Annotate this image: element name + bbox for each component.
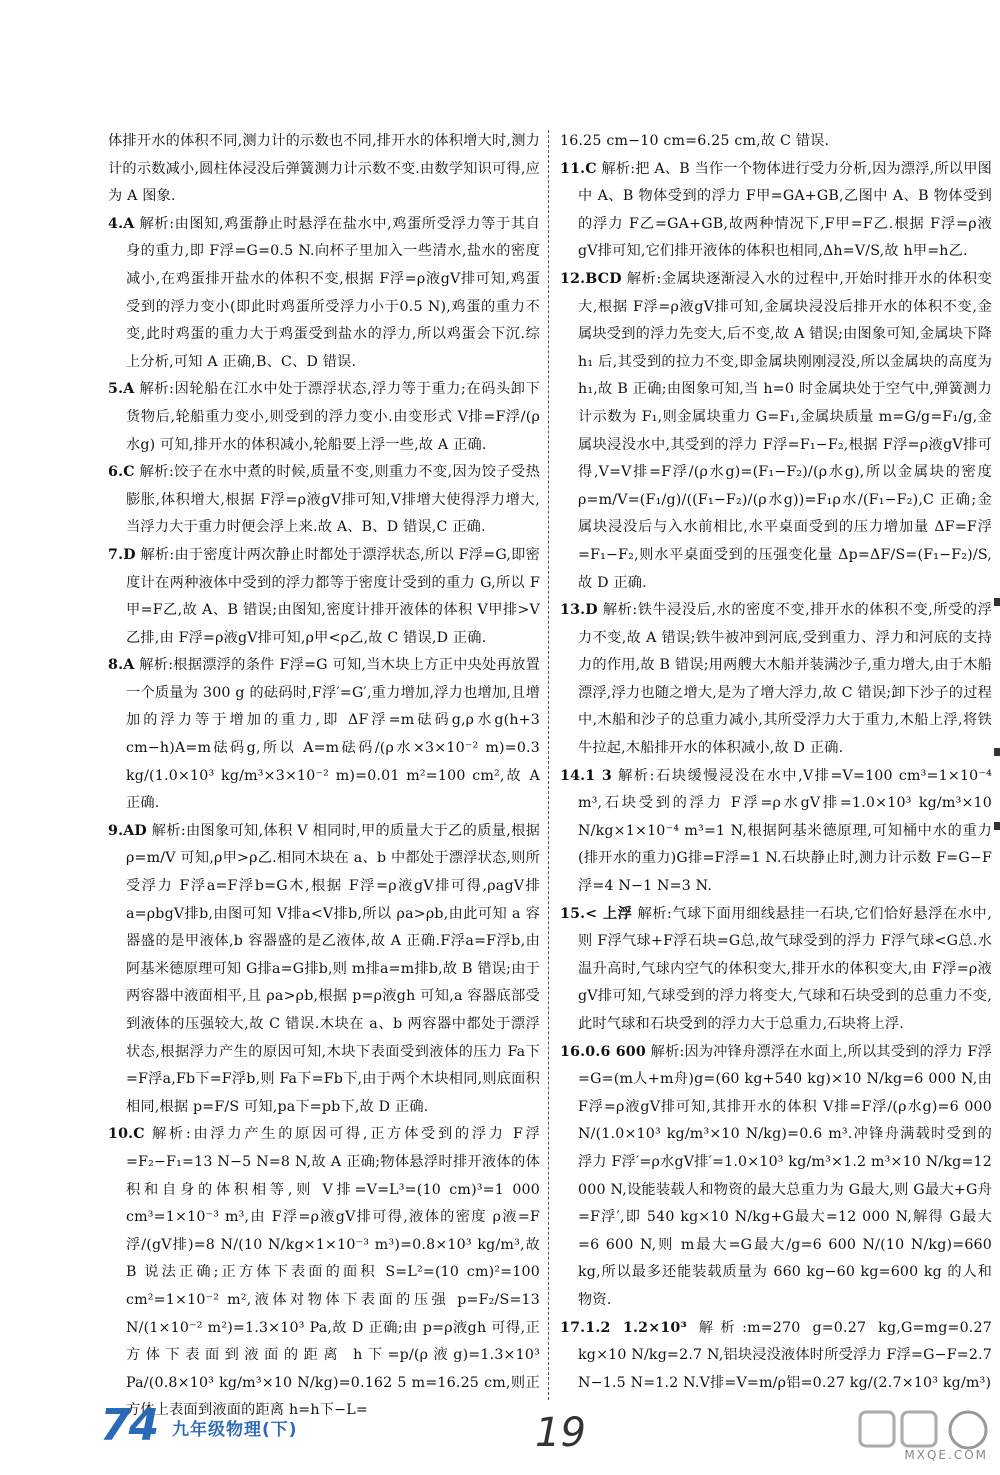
answer-paragraph xyxy=(108,376,540,459)
right-column xyxy=(560,128,992,1397)
answer-label: 10.C xyxy=(108,1126,145,1143)
answer-text: 解析:由图知,鸡蛋静止时悬浮在盐水中,鸡蛋所受浮力等于其自身的重力,即 F浮=G=0.5 N.向杯子里加入一些清水,盐水的密度减小,在鸡蛋排开盐水的体积不变,根据 F浮=ρ液gV排可知,鸡蛋受到的浮力变小(即此时鸡蛋所受浮力小于0.5 N),鸡蛋的重力不变,此时鸡蛋的重力大于鸡蛋受到盐水的浮力,所以鸡蛋会下沉.综上分析,可知 A 正确,B、C、D 错误. xyxy=(126,215,540,370)
answer-text: 16.25 cm−10 cm=6.25 cm,故 C 错误. xyxy=(560,133,830,149)
edge-mark xyxy=(994,598,1000,606)
answer-paragraph xyxy=(108,128,540,211)
answer-label: 15.< 上浮 xyxy=(560,905,633,922)
answer-label: 6.C xyxy=(108,464,135,481)
answer-paragraph xyxy=(560,763,992,901)
watermark-text: MXQE.COM xyxy=(904,1448,988,1462)
answer-paragraph xyxy=(108,1121,540,1425)
answer-label: 8.A xyxy=(108,657,135,674)
answer-label: 7.D xyxy=(108,546,136,563)
answer-label: 12.BCD xyxy=(560,270,622,287)
edge-mark xyxy=(994,822,1000,830)
edge-mark xyxy=(994,748,1000,756)
handwritten-note: 19 xyxy=(535,1410,586,1456)
answer-paragraph xyxy=(560,1039,992,1315)
page-number: 74 xyxy=(100,1400,158,1451)
answer-paragraph xyxy=(108,211,540,377)
answer-text: 解析:铁牛浸没后,水的密度不变,排开水的体积不变,所受的浮力不变,故 A 错误;铁牛被冲到河底,受到重力、浮力和河底的支持力的作用,故 B 错误;用两艘大木船并装满沙子,重力增大,由于木船漂浮,浮力也随之增大,是为了增大浮力,故 C 错误;卸下沙子的过程中,木船和沙子的总重力减小,其所受浮力大于重力,木船上浮,将铁牛拉起,木船排开水的体积减小,故 D 正确. xyxy=(578,602,992,757)
answer-text: 解析:由于密度计两次静止时都处于漂浮状态,所以 F浮=G,即密度计在两种液体中受到的浮力都等于密度计受到的重力 G,所以 F甲=F乙,故 A、B 错误;由图知,密度计排开液体的体积 V甲排>V乙排,由 F浮=ρ液gV排可知,ρ甲<ρ乙,故 C 错误,D 正确. xyxy=(126,546,540,646)
answer-text: 体排开水的体积不同,测力计的示数也不同,排开水的体积增大时,测力计的示数减小,圆柱体浸没后弹簧测力计示数不变.由数学知识可得,应为 A 图象. xyxy=(108,133,540,205)
column-divider xyxy=(548,130,549,1400)
left-column xyxy=(108,128,540,1425)
answer-text: 解析:饺子在水中煮的时候,质量不变,则重力不变,因为饺子受热膨胀,体积增大,根据 F浮=ρ液gV排可知,V排增大使得浮力增大,当浮力大于重力时便会浮上来.故 A、B、D 错误,C 正确. xyxy=(126,464,541,536)
book-subtitle: 九年级物理(下) xyxy=(172,1420,298,1440)
answer-text: 解析:因为冲锋舟漂浮在水面上,所以其受到的浮力 F浮=G=(m人+m舟)g=(60 kg+540 kg)×10 N/kg=6 000 N,由 F浮=ρ液gV排可知,其排开水的体积 V排=F浮/(ρ水g)=6 000 N/(1.0×10³ kg/m³×10 N/kg)=0.6 m³.冲锋舟满载时受到的浮力 F浮′=ρ水gV排′=1.0×10³ kg/m³×1.2 m³×10 N/kg=12 000 N,设能装载人和物资的最大总重力为 G最大,则 G最大+G舟=F浮′,即 540 kg×10 N/kg+G最大=12 000 N,解得 G最大=6 600 N,则 m最大=G最大/g=6 600 N/(10 N/kg)=660 kg,所以最多还能装载质量为 660 kg−60 kg=600 kg 的人和物资. xyxy=(578,1043,992,1308)
answer-text: 解析:由图象可知,体积 V 相同时,甲的质量大于乙的质量,根据 ρ=m/V 可知,ρ甲>ρ乙.相同木块在 a、b 中都处于漂浮状态,则所受浮力 F浮a=F浮b=G木,根据 F浮=ρ液gV排可得,ρagV排a=ρbgV排b,由图可知 V排a<V排b,所以 ρa>ρb,由此可知 a 容器盛的是甲液体,b 容器盛的是乙液体,故 A 正确.F浮a=F浮b,由阿基米德原理可知 G排a=G排b,则 m排a=m排b,故 B 错误;由于两容器中液面相平,且 ρa>ρb,根据 p=ρ液gh 可知,a 容器底部受到液体的压强较大,故 C 错误.木块在 a、b 两容器中都处于漂浮状态,根据浮力产生的原因可知,木块下表面受到液体的压力 Fa下=F浮a,Fb下=F浮b,则 Fa下=Fb下,由于两个木块相同,则底面积相同,根据 p=F/S 可知,pa下=pb下,故 D 正确. xyxy=(126,822,541,1115)
answer-text: 解析:由浮力产生的原因可得,正方体受到的浮力 F浮=F₂−F₁=13 N−5 N=8 N,故 A 正确;物体悬浮时排开液体的体积和自身的体积相等,则 V排=V=L³=(10 cm)³=1 000 cm³=1×10⁻³ m³,由 F浮=ρ液gV排可得,液体的密度 ρ液=F浮/(gV排)=8 N/(10 N/kg×1×10⁻³ m³)=0.8×10³ kg/m³,故 B 说法正确;正方体下表面的面积 S=L²=(10 cm)²=100 cm²=1×10⁻² m²,液体对物体下表面的压强 p=F₂/S=13 N/(1×10⁻² m²)=1.3×10³ Pa,故 D 正确;由 p=ρ液gh 可得,正方体下表面到液面的距离 h下=p/(ρ液g)=1.3×10³ Pa/(0.8×10³ kg/m³×10 N/kg)=0.162 5 m=16.25 cm,则正方体上表面到液面的距离 h=h下−L= xyxy=(126,1126,540,1419)
answer-label: 9.AD xyxy=(108,822,147,839)
answer-label: 13.D xyxy=(560,602,598,619)
answer-text: 解析:根据漂浮的条件 F浮=G 可知,当木块上方正中央处再放置一个质量为 300 g 的砝码时,F浮′=G′,重力增加,浮力也增加,且增加的浮力等于增加的重力,即 ΔF浮=m砝码g,ρ水g(h+3 cm−h)A=m砝码g,所以 A=m砝码/(ρ水×3×10⁻² m)=0.3 kg/(1.0×10³ kg/m³×3×10⁻² m)=0.01 m²=100 cm²,故 A 正确. xyxy=(126,657,540,812)
answer-paragraph xyxy=(560,156,992,266)
answer-paragraph xyxy=(560,1315,992,1398)
answer-paragraph xyxy=(108,459,540,542)
answer-paragraph xyxy=(108,818,540,1122)
answer-paragraph xyxy=(560,901,992,1039)
answer-label: 11.C xyxy=(560,160,597,177)
answer-text: 解析:石块缓慢浸没在水中,V排=V=100 cm³=1×10⁻⁴ m³,石块受到的浮力 F浮=ρ水gV排=1.0×10³ kg/m³×10 N/kg×1×10⁻⁴ m³=1 N,根据阿基米德原理,可知桶中水的重力(排开水的重力)G排=F浮=1 N.石块静止时,测力计示数 F=G−F浮=4 N−1 N=3 N. xyxy=(578,767,992,895)
answer-text: 解析:把 A、B 当作一个物体进行受力分析,因为漂浮,所以甲图中 A、B 物体受到的浮力 F甲=GA+GB,乙图中 A、B 物体受到的浮力 F乙=GA+GB,故两种情况下,F甲=F乙.根据 F浮=ρ液gV排可知,它们排开液体的体积也相同,Δh=V/S,故 h甲=h乙. xyxy=(578,160,992,260)
answer-paragraph xyxy=(108,652,540,818)
answer-paragraph xyxy=(560,266,992,597)
answer-paragraph xyxy=(108,542,540,652)
answer-text: 解析:金属块逐渐浸入水的过程中,开始时排开水的体积变大,根据 F浮=ρ液gV排可知,金属块浸没后排开水的体积不变,金属块受到的浮力先变大,后不变,故 A 错误;由图象可知,金属块下降 h₁ 后,其受到的拉力不变,即金属块刚刚浸没,所以金属块的高度为 h₁,故 B 正确;由图象可知,当 h=0 时金属块处于空气中,弹簧测力计示数为 F₁,则金属块重力 G=F₁,金属块质量 m=G/g=F₁/g,金属块浸没水中,其受到的浮力 F浮=F₁−F₂,根据 F浮=ρ液gV排可得,V=V排=F浮/(ρ水g)=(F₁−F₂)/(ρ水g),所以金属块的密度 ρ=m/V=(F₁/g)/((F₁−F₂)/(ρ水g))=F₁ρ水/(F₁−F₂),C 正确;金属块浸没后与入水前相比,水平桌面受到的压力增加量 ΔF=F浮=F₁−F₂,则水平桌面受到的压强变化量 Δp=ΔF/S=(F₁−F₂)/S,故 D 正确. xyxy=(578,270,992,591)
answer-text: 解析:m=270 g=0.27 kg,G=mg=0.27 kg×10 N/kg=2.7 N,铝块浸没液体时所受浮力 F浮=G−F=2.7 N−1.5 N=1.2 N.V排=V=m/ρ铝=0.27 kg/(2.7×10³ kg/m³) xyxy=(578,1319,992,1391)
answer-label: 17.1.2 1.2×10³ xyxy=(560,1319,687,1336)
answer-paragraph xyxy=(560,597,992,763)
answer-text: 解析:因轮船在江水中处于漂浮状态,浮力等于重力;在码头卸下货物后,轮船重力变小,则受到的浮力变小.由变形式 V排=F浮/(ρ水g) 可知,排开水的体积减小,轮船要上浮一些,故 A 正确. xyxy=(126,381,541,453)
answer-label: 14.1 3 xyxy=(560,767,612,784)
answer-label: 5.A xyxy=(108,381,135,398)
answer-paragraph xyxy=(560,128,992,156)
answer-label: 4.A xyxy=(108,215,135,232)
answer-text: 解析:气球下面用细线悬挂一石块,它们恰好悬浮在水中,则 F浮气球+F浮石块=G总,故气球受到的浮力 F浮气球<G总.水温升高时,气球内空气的体积变大,排开水的体积变大,由 F浮=ρ液gV排可知,气球受到的浮力将变大,气球和石块受到的总重力不变,此时气球和石块受到的浮力大于总重力,石块将上浮. xyxy=(578,905,992,1032)
answer-label: 16.0.6 600 xyxy=(560,1043,646,1060)
